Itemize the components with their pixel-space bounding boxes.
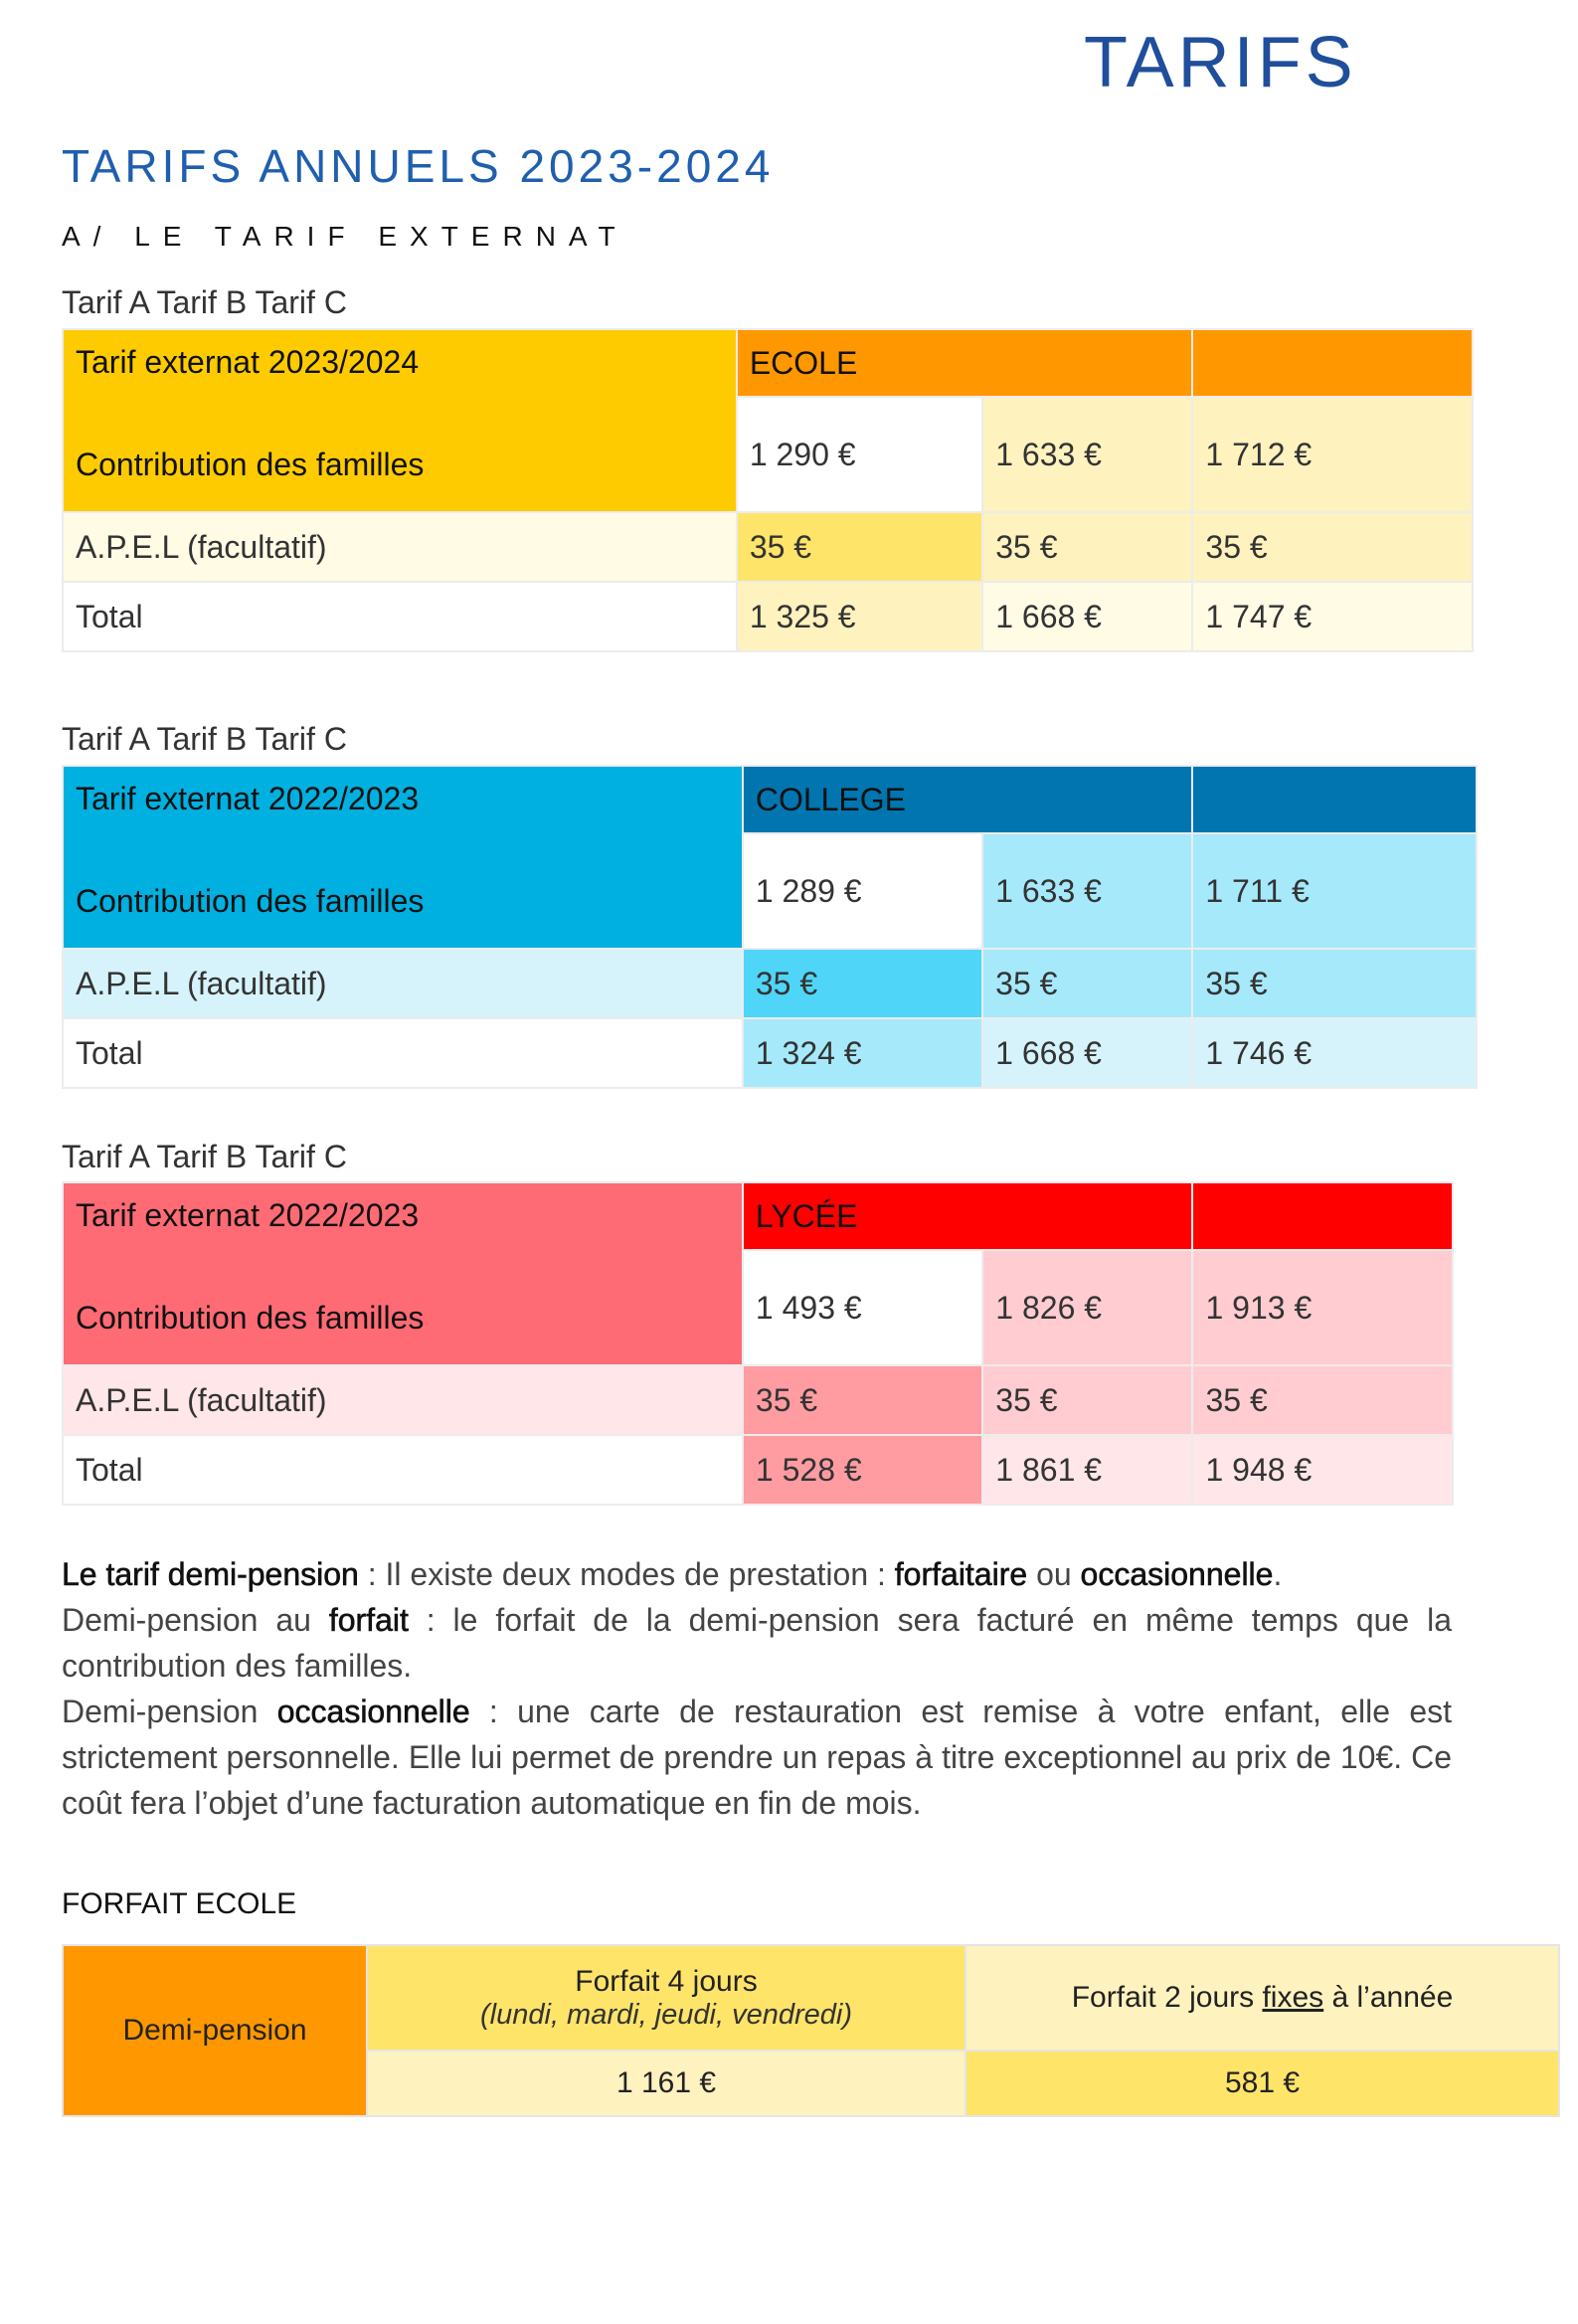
table-title-cell bbox=[63, 329, 737, 512]
level-header: ECOLE bbox=[737, 329, 1193, 397]
tarif-table-ecole bbox=[62, 328, 1474, 652]
table-title: Tarif externat 2022/2023 bbox=[76, 781, 420, 816]
row-label-total: Total bbox=[63, 1018, 743, 1088]
demi-pension-text bbox=[62, 1551, 1452, 1826]
contribution-tarif-b: 1 633 € bbox=[982, 397, 1192, 512]
level-header: LYCÉE bbox=[743, 1182, 1193, 1250]
forfait-2-jours-header: Forfait 2 jours fixes à l’année bbox=[965, 1945, 1559, 2051]
total-tarif-a: 1 324 € bbox=[743, 1018, 982, 1088]
apel-tarif-c: 35 € bbox=[1192, 1365, 1453, 1435]
contribution-tarif-c: 1 711 € bbox=[1192, 833, 1477, 949]
table-title-cell bbox=[63, 1182, 743, 1365]
table-caption-college: Tarif A Tarif B Tarif C bbox=[62, 721, 347, 757]
total-tarif-b: 1 861 € bbox=[982, 1435, 1192, 1505]
apel-tarif-a: 35 € bbox=[743, 949, 982, 1018]
total-tarif-c: 1 747 € bbox=[1192, 582, 1473, 651]
level-header-empty bbox=[1192, 766, 1477, 833]
apel-tarif-a: 35 € bbox=[743, 1365, 982, 1435]
row-label-apel: A.P.E.L (facultatif) bbox=[63, 949, 743, 1018]
apel-tarif-c: 35 € bbox=[1192, 949, 1477, 1018]
demi-pension-intro: Le tarif demi-pension : Il existe deux modes de prestation : forfaitaire ou occasionnelle. bbox=[62, 1556, 1283, 1592]
total-tarif-c: 1 948 € bbox=[1192, 1435, 1453, 1505]
contribution-tarif-c: 1 712 € bbox=[1192, 397, 1473, 512]
row-label-contribution: Contribution des familles bbox=[76, 1300, 425, 1336]
apel-tarif-b: 35 € bbox=[982, 949, 1192, 1018]
contribution-tarif-a: 1 493 € bbox=[743, 1250, 982, 1365]
table-caption-ecole: Tarif A Tarif B Tarif C bbox=[62, 284, 347, 320]
total-tarif-a: 1 325 € bbox=[737, 582, 982, 651]
total-tarif-b: 1 668 € bbox=[982, 1018, 1192, 1088]
apel-tarif-c: 35 € bbox=[1192, 512, 1473, 582]
row-label-contribution: Contribution des familles bbox=[76, 447, 425, 482]
total-tarif-c: 1 746 € bbox=[1192, 1018, 1477, 1088]
table-caption-lycee: Tarif A Tarif B Tarif C bbox=[62, 1139, 347, 1174]
forfait-4-jours-title: Forfait 4 jours bbox=[575, 1964, 758, 1998]
forfait-heading: FORFAIT ECOLE bbox=[62, 1887, 297, 1920]
row-label-apel: A.P.E.L (facultatif) bbox=[63, 1365, 743, 1435]
contribution-tarif-b: 1 826 € bbox=[982, 1250, 1192, 1365]
demi-pension-occasionnelle: Demi-pension occasionnelle : une carte de restauration est remise à votre enfant, elle est strictement personnelle. Elle lui permet de prendre un repas à titre exceptionnel au prix de 10€. Ce coût fera l’objet d’une facturation automatique en fin de mois. bbox=[62, 1694, 1453, 1821]
level-header-empty bbox=[1192, 329, 1473, 397]
apel-tarif-b: 35 € bbox=[982, 1365, 1192, 1435]
row-label-contribution: Contribution des familles bbox=[76, 883, 425, 919]
table-title: Tarif externat 2023/2024 bbox=[76, 344, 420, 380]
section-heading: A/ LE TARIF EXTERNAT bbox=[62, 221, 628, 252]
forfait-table bbox=[62, 1944, 1560, 2117]
forfait-4-jours-price: 1 161 € bbox=[367, 2051, 965, 2116]
contribution-tarif-a: 1 289 € bbox=[743, 833, 982, 949]
demi-pension-forfait: Demi-pension au forfait : le forfait de la demi-pension sera facturé en même temps que la contribution des familles. bbox=[62, 1602, 1453, 1684]
apel-tarif-b: 35 € bbox=[982, 512, 1192, 582]
apel-tarif-a: 35 € bbox=[737, 512, 982, 582]
forfait-2-jours-price: 581 € bbox=[965, 2051, 1559, 2116]
table-title-cell bbox=[63, 766, 743, 949]
forfait-4-jours-header bbox=[367, 1945, 965, 2051]
level-header: COLLEGE bbox=[743, 766, 1193, 833]
tarif-table-lycee bbox=[62, 1181, 1454, 1506]
total-tarif-a: 1 528 € bbox=[743, 1435, 982, 1505]
forfait-row-label: Demi-pension bbox=[63, 1945, 367, 2116]
main-heading: TARIFS ANNUELS 2023-2024 bbox=[62, 140, 775, 192]
forfait-4-jours-days: (lundi, mardi, jeudi, vendredi) bbox=[480, 1998, 852, 2031]
page-title: TARIFS bbox=[1084, 23, 1357, 102]
level-header-empty bbox=[1192, 1182, 1453, 1250]
contribution-tarif-c: 1 913 € bbox=[1192, 1250, 1453, 1365]
row-label-apel: A.P.E.L (facultatif) bbox=[63, 512, 737, 582]
tarif-table-college bbox=[62, 765, 1478, 1089]
row-label-total: Total bbox=[63, 1435, 743, 1505]
total-tarif-b: 1 668 € bbox=[982, 582, 1192, 651]
contribution-tarif-a: 1 290 € bbox=[737, 397, 982, 512]
row-label-total: Total bbox=[63, 582, 737, 651]
contribution-tarif-b: 1 633 € bbox=[982, 833, 1192, 949]
table-title: Tarif externat 2022/2023 bbox=[76, 1197, 420, 1233]
